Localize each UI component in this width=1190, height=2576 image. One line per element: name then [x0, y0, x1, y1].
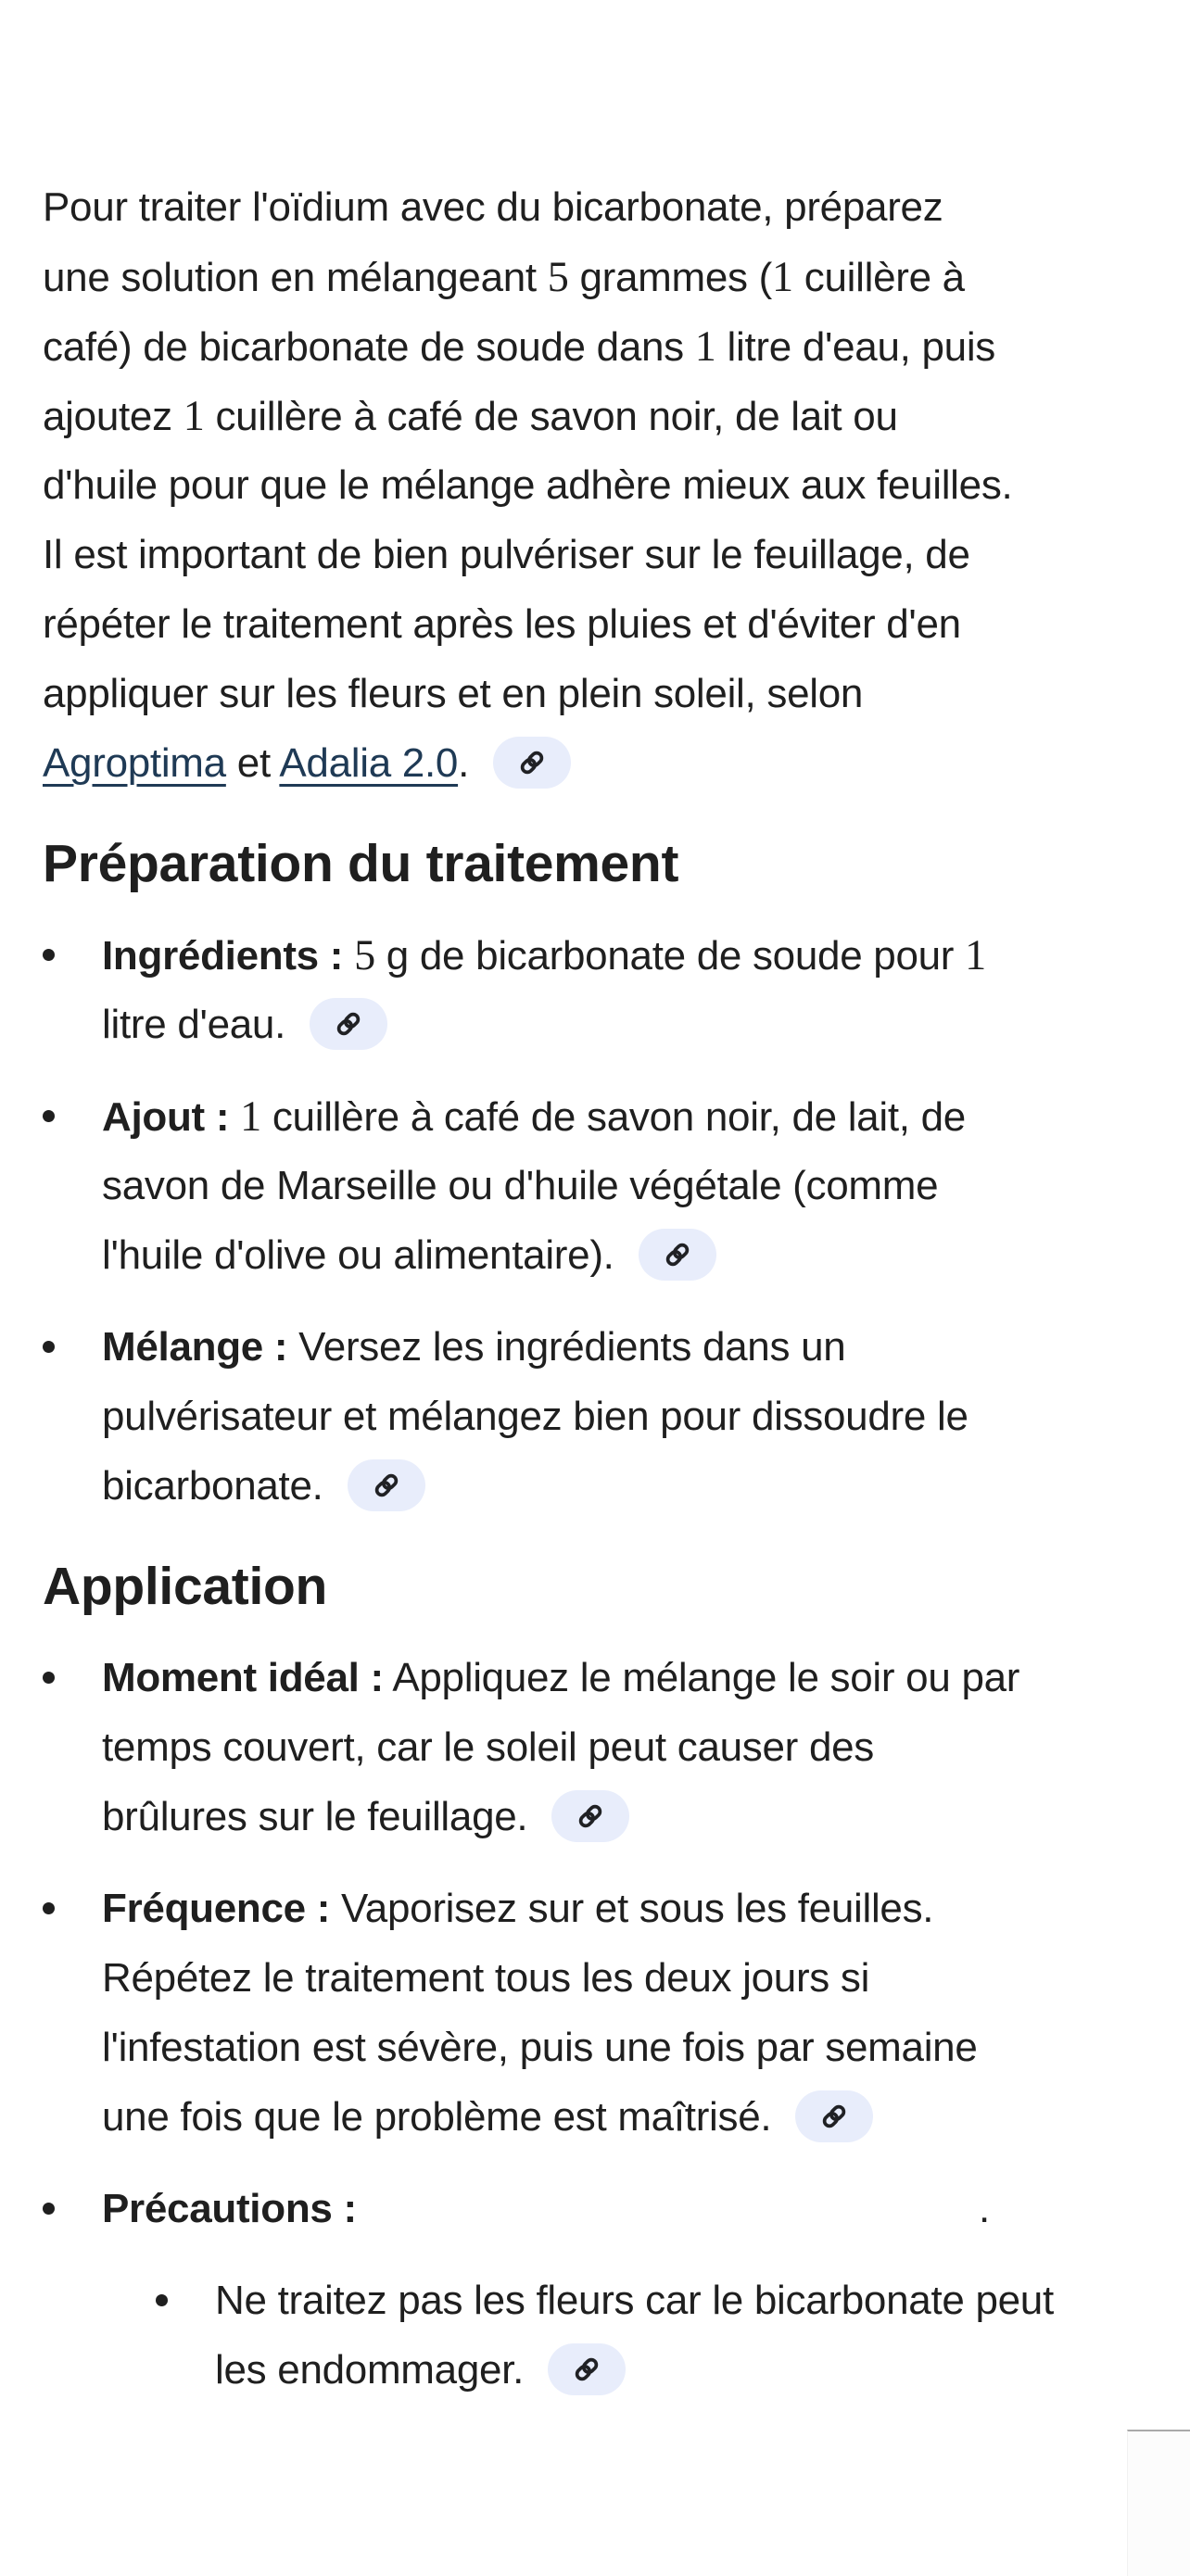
- link-icon: [371, 1470, 402, 1501]
- text-line: [43, 450, 1166, 520]
- source-link-chip[interactable]: [310, 998, 387, 1050]
- link-icon: [571, 2354, 602, 2385]
- bullet-marker: [43, 1672, 55, 1684]
- numeral: 1: [240, 1092, 261, 1140]
- link-icon: [575, 1800, 606, 1832]
- link-icon: [818, 2101, 850, 2132]
- application-list: [43, 1643, 1166, 2405]
- text-line: [102, 1220, 1166, 1290]
- text-span: appliquer sur les fleurs et en plein soleil, selon: [43, 671, 864, 716]
- text-span: temps couvert, car le soleil peut causer des: [102, 1724, 874, 1770]
- numeral: 1: [965, 931, 986, 979]
- numeral: 1: [772, 253, 793, 300]
- text-line: [102, 1712, 1166, 1782]
- text-line: [43, 172, 1166, 242]
- source-link-chip[interactable]: [795, 2090, 873, 2142]
- text-line: [43, 520, 1166, 589]
- numeral: 1: [694, 322, 716, 370]
- source-link-agroptima[interactable]: Agroptima: [43, 740, 226, 786]
- text-span: litre d'eau.: [102, 1002, 297, 1047]
- text-span: et: [225, 740, 280, 786]
- text-span: les endommager.: [215, 2347, 535, 2393]
- bold-label: Fréquence :: [102, 1886, 331, 1931]
- list-item: [43, 2174, 1166, 2405]
- preparation-list: [43, 920, 1166, 1521]
- source-link-chip[interactable]: [639, 1229, 716, 1281]
- text-span: Pour traiter l'oïdium avec du bicarbonate, préparez: [43, 184, 943, 230]
- text-line: [102, 1081, 1166, 1151]
- bullet-marker: [43, 1341, 55, 1353]
- text-line: [102, 1151, 1166, 1220]
- list-item: [156, 2266, 1166, 2405]
- text-line: [102, 1382, 1166, 1451]
- text-span: [343, 933, 354, 979]
- link-icon: [333, 1008, 364, 1040]
- text-span: café) de bicarbonate de soude dans: [43, 324, 695, 370]
- text-line: [43, 242, 1166, 311]
- numeral: 1: [183, 392, 205, 439]
- section-heading-preparation: Préparation du traitement: [43, 834, 679, 893]
- text-line: [102, 1451, 1166, 1521]
- ai-answer-body: [43, 172, 1166, 2405]
- intro-paragraph: [43, 172, 1166, 798]
- text-line: [102, 1643, 1166, 1712]
- text-line: [102, 1782, 1166, 1851]
- text-line: [215, 2335, 1166, 2405]
- list-item: [43, 1874, 1166, 2152]
- bold-label: Mélange :: [102, 1324, 288, 1370]
- text-line: [102, 1943, 1166, 2013]
- list-item: [43, 1643, 1166, 1851]
- text-span: Répétez le traitement tous les deux jours si: [102, 1955, 870, 2001]
- text-span: pulvérisateur et mélangez bien pour dissoudre le: [102, 1394, 968, 1439]
- text-span: ajoutez: [43, 394, 184, 439]
- text-line: [102, 2013, 1166, 2082]
- text-line: [102, 1312, 1166, 1382]
- text-line: [43, 311, 1166, 381]
- source-link-chip[interactable]: [493, 737, 571, 789]
- text-span: brûlures sur le feuillage.: [102, 1794, 539, 1839]
- bullet-marker: [43, 949, 55, 961]
- text-line: [215, 2266, 1166, 2335]
- text-span: .: [458, 740, 480, 786]
- text-line: [43, 589, 1166, 659]
- list-item: [43, 920, 1166, 1059]
- bullet-marker: [43, 1110, 55, 1122]
- text-line: [43, 728, 1166, 798]
- bold-label: Précautions :: [102, 2186, 357, 2231]
- source-link-chip[interactable]: [548, 2343, 626, 2395]
- text-span: une solution en mélangeant: [43, 255, 548, 300]
- text-span: Appliquez le mélange le soir ou par: [383, 1655, 1020, 1700]
- source-link-adalia[interactable]: Adalia 2.0: [279, 740, 459, 786]
- text-span: répéter le traitement après les pluies et d'éviter d'en: [43, 601, 961, 647]
- partial-corner-panel: [1127, 2430, 1190, 2576]
- text-line: [102, 1874, 1166, 1943]
- numeral: 5: [354, 931, 375, 979]
- text-span: litre d'eau, puis: [715, 324, 995, 370]
- text-span: une fois que le problème est maîtrisé.: [102, 2094, 783, 2140]
- bold-label: Moment idéal :: [102, 1655, 384, 1700]
- text-span: Vaporisez sur et sous les feuilles.: [330, 1886, 934, 1931]
- numeral: 5: [547, 253, 569, 300]
- text-line: [43, 659, 1166, 728]
- link-icon: [516, 747, 548, 778]
- list-item: [43, 1312, 1166, 1521]
- text-span: savon de Marseille ou d'huile végétale (comme: [102, 1163, 939, 1208]
- text-span: grammes (: [568, 255, 773, 300]
- bullet-marker: [43, 1902, 55, 1914]
- text-span: Versez les ingrédients dans un: [287, 1324, 846, 1370]
- stray-period: .: [979, 2186, 990, 2231]
- text-span: bicarbonate.: [102, 1463, 335, 1509]
- source-link-chip[interactable]: [551, 1790, 629, 1842]
- bullet-marker: [43, 2203, 55, 2215]
- text-span: cuillère à: [792, 255, 965, 300]
- text-span: d'huile pour que le mélange adhère mieux aux feuilles.: [43, 462, 1013, 508]
- text-span: cuillère à café de savon noir, de lait, de: [260, 1094, 966, 1140]
- bold-label: Ajout :: [102, 1094, 230, 1140]
- bold-label: Ingrédients :: [102, 933, 344, 979]
- text-span: l'infestation est sévère, puis une fois par semaine: [102, 2025, 978, 2070]
- list-item: [43, 1081, 1166, 1290]
- text-line: [102, 990, 1166, 1059]
- text-span: Il est important de bien pulvériser sur le feuillage, de: [43, 532, 970, 577]
- bullet-marker: [156, 2294, 168, 2306]
- link-icon: [662, 1239, 693, 1270]
- text-line: [102, 920, 1166, 990]
- text-line: [102, 2174, 1166, 2243]
- text-span: [229, 1094, 240, 1140]
- source-link-chip[interactable]: [348, 1459, 425, 1511]
- section-heading-application: Application: [43, 1557, 328, 1616]
- nested-list: [156, 2266, 1166, 2405]
- text-line: [102, 2082, 1166, 2152]
- text-line: [43, 381, 1166, 450]
- text-span: l'huile d'olive ou alimentaire).: [102, 1232, 626, 1278]
- text-span: Ne traitez pas les fleurs car le bicarbonate peut: [215, 2278, 1054, 2323]
- text-span: g de bicarbonate de soude pour: [374, 933, 966, 979]
- text-span: cuillère à café de savon noir, de lait ou: [204, 394, 898, 439]
